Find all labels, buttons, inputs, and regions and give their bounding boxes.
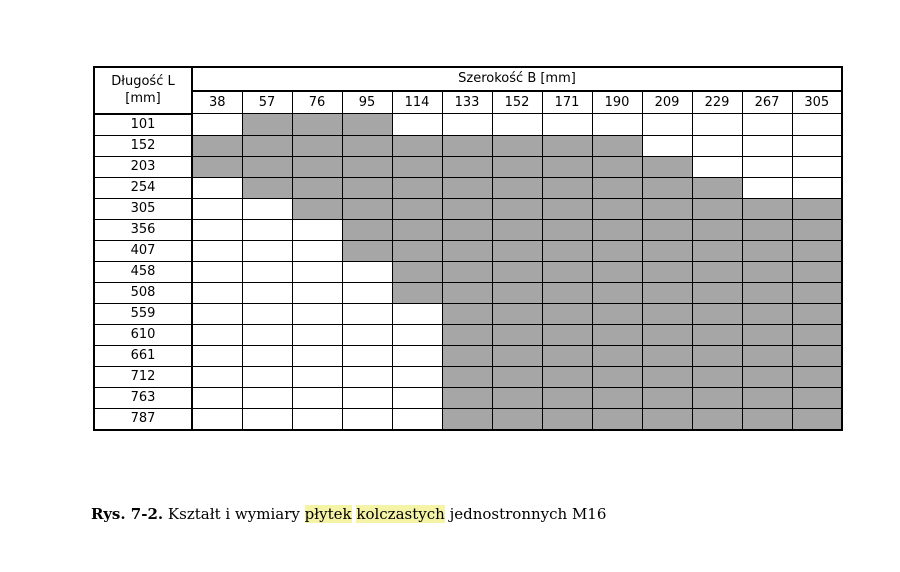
table-cell xyxy=(492,408,542,430)
table-cell xyxy=(642,240,692,261)
table-header xyxy=(94,67,842,114)
table-cell xyxy=(192,114,242,136)
table-cell xyxy=(742,219,792,240)
table-cell xyxy=(242,282,292,303)
table-cell xyxy=(192,324,242,345)
table-cell xyxy=(642,198,692,219)
table-cell xyxy=(242,303,292,324)
caption-highlight-kolczastych: kolczastych xyxy=(356,505,445,523)
table-cell xyxy=(692,135,742,156)
table-cell xyxy=(392,261,442,282)
table-cell xyxy=(192,387,242,408)
table-cell xyxy=(742,240,792,261)
table-cell xyxy=(292,177,342,198)
table-cell xyxy=(692,177,742,198)
table-row xyxy=(94,198,842,219)
table-cell xyxy=(292,114,342,136)
table-cell xyxy=(742,156,792,177)
table-cell xyxy=(542,324,592,345)
table-cell xyxy=(442,198,492,219)
table-cell xyxy=(442,324,492,345)
table-cell xyxy=(392,198,442,219)
width-header: Szerokość B [mm] xyxy=(192,67,842,91)
table-cell xyxy=(392,345,442,366)
table-cell xyxy=(242,366,292,387)
length-value-458: 458 xyxy=(94,261,192,282)
table-row xyxy=(94,261,842,282)
table-cell xyxy=(542,261,592,282)
length-value-305: 305 xyxy=(94,198,192,219)
table-cell xyxy=(492,135,542,156)
table-cell xyxy=(292,261,342,282)
table-cell xyxy=(742,345,792,366)
table-cell xyxy=(242,135,292,156)
table-cell xyxy=(192,198,242,219)
table-cell xyxy=(292,408,342,430)
table-cell xyxy=(692,261,742,282)
length-value-152: 152 xyxy=(94,135,192,156)
length-value-254: 254 xyxy=(94,177,192,198)
table-cell xyxy=(392,219,442,240)
table-row xyxy=(94,366,842,387)
table-cell xyxy=(492,240,542,261)
table-cell xyxy=(542,135,592,156)
width-value-152: 152 xyxy=(492,91,542,114)
length-value-712: 712 xyxy=(94,366,192,387)
table-cell xyxy=(792,156,842,177)
table-cell xyxy=(342,219,392,240)
table-cell xyxy=(642,219,692,240)
width-value-209: 209 xyxy=(642,91,692,114)
header-row-top xyxy=(94,67,842,91)
table-cell xyxy=(292,156,342,177)
table-cell xyxy=(342,261,392,282)
table-cell xyxy=(642,114,692,136)
table-cell xyxy=(192,303,242,324)
table-row xyxy=(94,177,842,198)
table-cell xyxy=(642,156,692,177)
table-cell xyxy=(792,282,842,303)
table-cell xyxy=(442,282,492,303)
table-cell xyxy=(692,366,742,387)
table-cell xyxy=(642,408,692,430)
table-cell xyxy=(392,303,442,324)
table-cell xyxy=(742,198,792,219)
width-value-133: 133 xyxy=(442,91,492,114)
table-cell xyxy=(542,198,592,219)
table-cell xyxy=(442,114,492,136)
table-cell xyxy=(492,366,542,387)
table-cell xyxy=(242,219,292,240)
table-cell xyxy=(242,240,292,261)
width-value-57: 57 xyxy=(242,91,292,114)
table-cell xyxy=(192,408,242,430)
table-cell xyxy=(192,366,242,387)
length-header-cell xyxy=(94,67,192,114)
table-cell xyxy=(442,177,492,198)
table-cell xyxy=(192,282,242,303)
length-unit: [mm] xyxy=(125,91,161,107)
table-cell xyxy=(742,261,792,282)
table-cell xyxy=(692,156,742,177)
width-value-171: 171 xyxy=(542,91,592,114)
table-cell xyxy=(192,261,242,282)
table-cell xyxy=(492,387,542,408)
table-cell xyxy=(592,345,642,366)
table-cell xyxy=(642,135,692,156)
table-cell xyxy=(392,177,442,198)
length-value-559: 559 xyxy=(94,303,192,324)
table-cell xyxy=(642,282,692,303)
table-cell xyxy=(692,345,742,366)
table-cell xyxy=(542,366,592,387)
table-cell xyxy=(192,240,242,261)
table-row xyxy=(94,219,842,240)
table-cell xyxy=(492,345,542,366)
caption-text-after: jednostronnych M16 xyxy=(449,505,607,523)
width-value-229: 229 xyxy=(692,91,742,114)
table-cell xyxy=(292,135,342,156)
table-cell xyxy=(342,240,392,261)
table-row xyxy=(94,387,842,408)
table-cell xyxy=(342,177,392,198)
width-value-76: 76 xyxy=(292,91,342,114)
table-cell xyxy=(692,219,742,240)
plate-size-table xyxy=(93,66,843,431)
table-cell xyxy=(592,387,642,408)
table-cell xyxy=(742,177,792,198)
table-cell xyxy=(742,135,792,156)
table-cell xyxy=(192,156,242,177)
table-cell xyxy=(592,366,642,387)
table-cell xyxy=(442,303,492,324)
table-cell xyxy=(792,345,842,366)
table-cell xyxy=(592,324,642,345)
table-cell xyxy=(392,408,442,430)
table-cell xyxy=(642,387,692,408)
width-value-95: 95 xyxy=(342,91,392,114)
table-cell xyxy=(292,324,342,345)
table-cell xyxy=(742,282,792,303)
table-cell xyxy=(642,324,692,345)
table-cell xyxy=(542,240,592,261)
table-cell xyxy=(442,408,492,430)
table-row xyxy=(94,282,842,303)
table-cell xyxy=(692,114,742,136)
table-cell xyxy=(692,240,742,261)
caption-highlight-plytek: płytek xyxy=(304,505,352,523)
table-cell xyxy=(242,345,292,366)
length-value-508: 508 xyxy=(94,282,192,303)
table-cell xyxy=(542,408,592,430)
table-cell xyxy=(492,282,542,303)
table-cell xyxy=(242,114,292,136)
table-cell xyxy=(792,261,842,282)
table-cell xyxy=(642,261,692,282)
table-cell xyxy=(392,282,442,303)
table-cell xyxy=(442,240,492,261)
table-cell xyxy=(642,345,692,366)
table-cell xyxy=(792,198,842,219)
table-cell xyxy=(542,282,592,303)
table-cell xyxy=(692,303,742,324)
table-cell xyxy=(342,324,392,345)
table-cell xyxy=(692,408,742,430)
table-cell xyxy=(442,261,492,282)
table-cell xyxy=(442,387,492,408)
length-value-407: 407 xyxy=(94,240,192,261)
table-cell xyxy=(442,366,492,387)
table-cell xyxy=(392,114,442,136)
table-cell xyxy=(792,303,842,324)
table-cell xyxy=(342,303,392,324)
figure-number: Rys. 7-2. xyxy=(91,505,164,523)
table-cell xyxy=(542,156,592,177)
length-value-661: 661 xyxy=(94,345,192,366)
table-row xyxy=(94,324,842,345)
table-cell xyxy=(692,387,742,408)
table-cell xyxy=(342,387,392,408)
table-cell xyxy=(192,345,242,366)
table-cell xyxy=(392,135,442,156)
table-cell xyxy=(792,114,842,136)
table-cell xyxy=(792,177,842,198)
table-cell xyxy=(392,324,442,345)
table-row xyxy=(94,240,842,261)
table-cell xyxy=(592,303,642,324)
table-row xyxy=(94,303,842,324)
table-cell xyxy=(392,240,442,261)
table-row xyxy=(94,345,842,366)
length-value-101: 101 xyxy=(94,114,192,136)
table-cell xyxy=(592,408,642,430)
table-cell xyxy=(742,324,792,345)
table-cell xyxy=(492,198,542,219)
table-cell xyxy=(392,387,442,408)
table-cell xyxy=(492,303,542,324)
table-cell xyxy=(592,240,642,261)
table-cell xyxy=(542,387,592,408)
table-cell xyxy=(642,177,692,198)
table-cell xyxy=(292,303,342,324)
table-cell xyxy=(542,219,592,240)
table-cell xyxy=(742,408,792,430)
table-cell xyxy=(292,387,342,408)
width-value-267: 267 xyxy=(742,91,792,114)
table-cell xyxy=(492,219,542,240)
table-cell xyxy=(292,219,342,240)
length-value-610: 610 xyxy=(94,324,192,345)
table-cell xyxy=(792,240,842,261)
table-cell xyxy=(342,198,392,219)
table-cell xyxy=(392,366,442,387)
table-cell xyxy=(492,324,542,345)
table-cell xyxy=(192,177,242,198)
table-cell xyxy=(742,114,792,136)
table-cell xyxy=(392,156,442,177)
table-cell xyxy=(742,366,792,387)
table-cell xyxy=(792,408,842,430)
table-cell xyxy=(292,240,342,261)
caption-text-before: Kształt i wymiary xyxy=(167,505,300,523)
length-value-203: 203 xyxy=(94,156,192,177)
width-value-38: 38 xyxy=(192,91,242,114)
width-value-305: 305 xyxy=(792,91,842,114)
length-value-763: 763 xyxy=(94,387,192,408)
table-cell xyxy=(342,366,392,387)
table-cell xyxy=(742,387,792,408)
table-cell xyxy=(442,345,492,366)
table-cell xyxy=(292,282,342,303)
table-cell xyxy=(342,156,392,177)
table-cell xyxy=(492,261,542,282)
table-cell xyxy=(592,282,642,303)
table-cell xyxy=(192,135,242,156)
table-cell xyxy=(692,198,742,219)
table-cell xyxy=(442,219,492,240)
table-cell xyxy=(792,219,842,240)
table-cell xyxy=(342,135,392,156)
table-cell xyxy=(242,177,292,198)
table-row xyxy=(94,156,842,177)
table-cell xyxy=(792,387,842,408)
table-row xyxy=(94,114,842,136)
table-cell xyxy=(242,198,292,219)
table-cell xyxy=(592,135,642,156)
table-cell xyxy=(542,303,592,324)
table-cell xyxy=(692,324,742,345)
length-value-356: 356 xyxy=(94,219,192,240)
table-cell xyxy=(292,198,342,219)
table-cell xyxy=(442,156,492,177)
table-cell xyxy=(342,282,392,303)
table-cell xyxy=(592,261,642,282)
table-cell xyxy=(442,135,492,156)
table-cell xyxy=(492,156,542,177)
table-cell xyxy=(242,156,292,177)
table-cell xyxy=(592,156,642,177)
table-cell xyxy=(292,345,342,366)
table-cell xyxy=(342,408,392,430)
table-cell xyxy=(192,219,242,240)
table-cell xyxy=(642,303,692,324)
table-cell xyxy=(342,114,392,136)
width-values-row xyxy=(94,91,842,114)
table-cell xyxy=(592,177,642,198)
table-cell xyxy=(542,177,592,198)
table-cell xyxy=(492,114,542,136)
table-cell xyxy=(592,114,642,136)
table-cell xyxy=(292,366,342,387)
table-cell xyxy=(242,387,292,408)
table-row xyxy=(94,408,842,430)
width-value-114: 114 xyxy=(392,91,442,114)
table-cell xyxy=(542,114,592,136)
table-row xyxy=(94,135,842,156)
table-cell xyxy=(492,177,542,198)
table-cell xyxy=(792,366,842,387)
width-value-190: 190 xyxy=(592,91,642,114)
table-cell xyxy=(642,366,692,387)
length-header: Długość L xyxy=(111,74,175,90)
table-cell xyxy=(242,408,292,430)
table-cell xyxy=(792,324,842,345)
table-cell xyxy=(592,219,642,240)
table-cell xyxy=(592,198,642,219)
length-value-787: 787 xyxy=(94,408,192,430)
table-cell xyxy=(542,345,592,366)
table-cell xyxy=(742,303,792,324)
figure-caption xyxy=(91,505,606,523)
table-cell xyxy=(692,282,742,303)
table-cell xyxy=(342,345,392,366)
table-cell xyxy=(242,324,292,345)
table-cell xyxy=(792,135,842,156)
table-cell xyxy=(242,261,292,282)
table-body xyxy=(94,114,842,430)
